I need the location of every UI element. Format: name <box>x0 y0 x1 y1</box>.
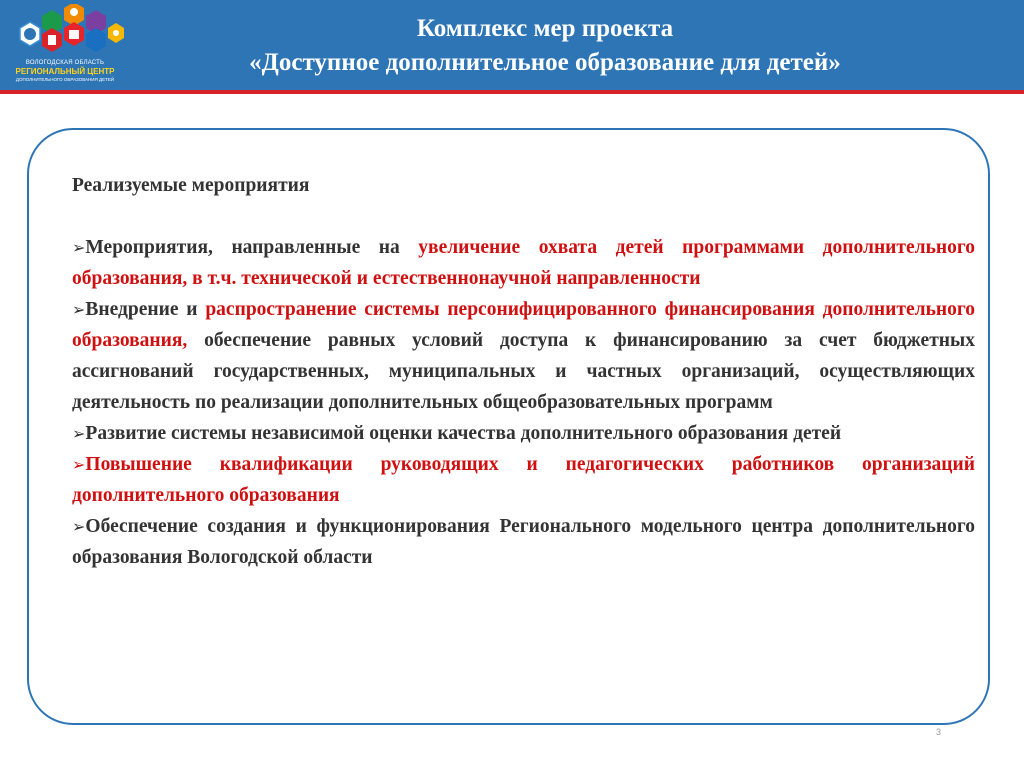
item-text: Внедрение и <box>85 299 206 320</box>
slide-title <box>130 12 960 80</box>
list-item <box>72 294 975 418</box>
arrow-bullet-icon: ➢ <box>72 238 86 257</box>
item-text-after: обеспечение равных условий доступа к финансированию за счет бюджетных ассигнований государственных, муниципальных и частных организаций, осуществляющих деятельность по реализации дополнительных общеобразовательных программ <box>72 330 975 413</box>
logo-region: ВОЛОГОДСКАЯ ОБЛАСТЬ <box>25 60 105 66</box>
item-highlight: Повышение квалификации руководящих и педагогических работников организаций дополнительного образования <box>72 454 975 506</box>
item-text: Обеспечение создания и функционирования Регионального модельного центра дополнительного образования Вологодской области <box>72 516 975 568</box>
content-body <box>72 170 975 573</box>
logo-center: РЕГИОНАЛЬНЫЙ ЦЕНТР <box>15 67 115 76</box>
title-line-1: Комплекс мер проекта <box>416 15 674 42</box>
logo-subtitle: ДОПОЛНИТЕЛЬНОГО ОБРАЗОВАНИЯ ДЕТЕЙ <box>15 77 115 82</box>
section-title: Реализуемые мероприятия <box>72 175 310 196</box>
item-text: Мероприятия, направленные на <box>85 237 419 258</box>
title-line-2: «Доступное дополнительное образование для детей» <box>249 49 841 76</box>
arrow-bullet-icon: ➢ <box>72 300 86 319</box>
list-item <box>72 232 975 294</box>
list-item <box>72 511 975 573</box>
item-highlight: увеличение охвата детей программами дополнительного образования, в т.ч. технической и естественнонаучной направленности <box>72 237 976 289</box>
arrow-bullet-icon: ➢ <box>72 517 86 536</box>
arrow-bullet-icon: ➢ <box>72 424 86 443</box>
logo-hexagons-icon <box>6 4 124 60</box>
logo <box>6 4 124 88</box>
item-text: Развитие системы независимой оценки качества дополнительного образования детей <box>85 423 842 444</box>
page-number: 3 <box>936 727 942 737</box>
header-divider <box>0 90 1024 94</box>
item-highlight: распространение системы персонифицированного финансирования дополнительного образования, <box>72 299 975 351</box>
list-item <box>72 449 975 511</box>
list-item <box>72 418 975 449</box>
arrow-bullet-icon: ➢ <box>72 455 86 474</box>
